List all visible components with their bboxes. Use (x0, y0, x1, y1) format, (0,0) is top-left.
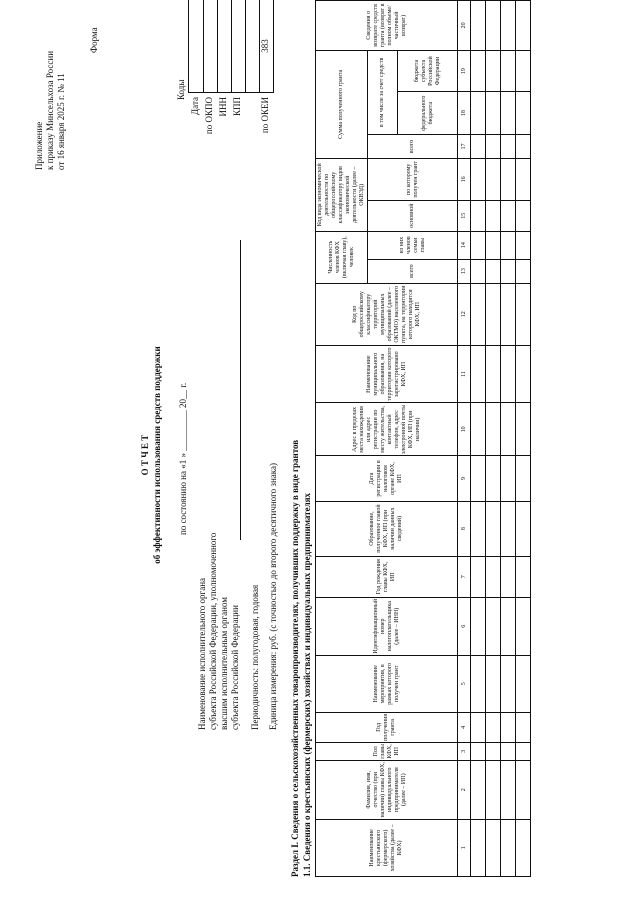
codes-box (188, 0, 274, 93)
col-number: 2 (458, 760, 471, 819)
header-event-name: Наименование мероприятия, в рамках которого получен грант (316, 655, 458, 712)
col-number: 1 (458, 819, 471, 876)
periodicity: Периодичность: полугодовая, годовая (250, 584, 260, 730)
col-number: 7 (458, 556, 471, 597)
col-number: 8 (458, 501, 471, 556)
col-number: 17 (458, 135, 471, 159)
header-okved-group: Код вида экономической деятельности по общероссийскому классификатору видов экономической деятельности (далее – ОКВЭД) (316, 158, 368, 231)
code-label-okei: по ОКЕИ (260, 97, 270, 134)
org-line-2: субъекта Российской Федерации, уполномоченного (208, 532, 218, 730)
header-gender: Пол главы КФХ, ИП (316, 742, 458, 760)
col-number: 13 (458, 259, 471, 283)
header-grant-sum-group: Сумма полученного гранта (316, 50, 368, 158)
header-grant-year: Год получения гранта (316, 712, 458, 742)
header-registration-date: Дата регистрации в налоговом органе КФХ, ИП (316, 456, 458, 501)
col-number: 15 (458, 200, 471, 231)
col-number: 3 (458, 742, 471, 760)
section-1-1-title: 1.1. Сведения о крестьянских (фермерских) хозяйствах и индивидуальных предпринимателях (302, 492, 312, 877)
header-return-info: Сведения о возврате средств гранта (возврат в полном объеме/частичный возврат) (316, 1, 458, 51)
header-birth-year: Год рождения главы КФХ, ИП (316, 556, 458, 597)
col-number: 4 (458, 712, 471, 742)
col-number: 19 (458, 50, 471, 92)
table-row (501, 1, 516, 877)
header-head-name: Фамилия, имя, отчество (при наличии) главы КФХ, индивидуального предпринимателя (далее – ИП) (316, 760, 458, 819)
col-number: 5 (458, 655, 471, 712)
code-label-date: Дата (190, 97, 200, 115)
col-number: 20 (458, 1, 471, 51)
org-line-1: Наименование исполнительного органа (197, 577, 207, 730)
code-label-inn: ИНН (218, 97, 228, 117)
grants-table (315, 0, 531, 877)
okei-code: 383 (260, 39, 270, 53)
col-number: 9 (458, 456, 471, 501)
header-members-family: из них членов семьи главы (368, 231, 458, 259)
code-label-kpp: КПП (232, 97, 242, 117)
header-sum-sources: в том числе за счет средств (368, 50, 398, 134)
org-line-4: субъекта Российской Федерации (230, 605, 240, 730)
header-members-total: всего (368, 259, 458, 283)
col-number: 12 (458, 283, 471, 345)
codes-header: Коды (176, 79, 186, 100)
col-number: 10 (458, 403, 471, 456)
header-inn: Идентификационный номер налогоплательщика (далее – ИНН) (316, 597, 458, 655)
header-sum-regional: бюджета субъекта Российской Федерации (398, 50, 458, 92)
appendix-line-2: к приказу Минсельхоза России (45, 50, 55, 170)
unit-of-measure: Единица измерения: руб. (с точностью до второго десятичного знака) (268, 463, 278, 730)
col-number: 6 (458, 597, 471, 655)
header-okved-grant: по которому получен грант (368, 158, 458, 200)
header-sum-total: всего (368, 135, 458, 159)
col-number: 16 (458, 158, 471, 200)
report-title: О Т Ч Е Т (140, 434, 150, 476)
header-municipality: Наименование муниципального образования, на территории которого зарегистрировано КФХ, ИП (316, 345, 458, 403)
section-1-title: Раздел I. Сведения о сельскохозяйственных товаропроизводителях, получивших поддержку в виде грантов (290, 439, 300, 877)
org-line-3: высшим исполнительным органом (219, 597, 229, 730)
header-farm-name: Наименование крестьянского (фермерского) хозяйства (далее – КФХ) (316, 819, 458, 876)
as-of-date: по состоянию на «1 » _________ 20__ г. (178, 382, 188, 535)
appendix-line-3: от 16 января 2025 г. № 11 (56, 73, 66, 170)
header-sum-federal: федерального бюджета (398, 92, 458, 135)
header-okved-main: основной (368, 200, 458, 231)
header-oktmo: Код по общероссийскому классификатору территорий муниципальных образований (далее – ОКТМО) населенного пункта, на территории которого находится КФХ, ИП (316, 283, 458, 345)
table-row (516, 1, 531, 877)
col-number: 18 (458, 92, 471, 135)
form-label: Форма (89, 27, 99, 53)
table-row (471, 1, 486, 877)
code-label-okpo: по ОКПО (204, 97, 214, 135)
header-members-group: Численность членов КФХ (включая главу), человек (316, 231, 368, 283)
header-address: Адрес в пределах места нахождения или адрес регистрации по месту жительства, контактный телефон, адрес электронной почты КФХ, ИП (при наличии) (316, 403, 458, 456)
org-fill-line (240, 240, 241, 540)
table-row (486, 1, 501, 877)
report-subtitle: об эффективности использования средств поддержки (152, 346, 162, 564)
col-number: 11 (458, 345, 471, 403)
appendix-line-1: Приложение (34, 121, 44, 170)
col-number: 14 (458, 231, 471, 259)
header-education: Образование, полученное главой КФХ, ИП (при наличии данных сведений) (316, 501, 458, 556)
